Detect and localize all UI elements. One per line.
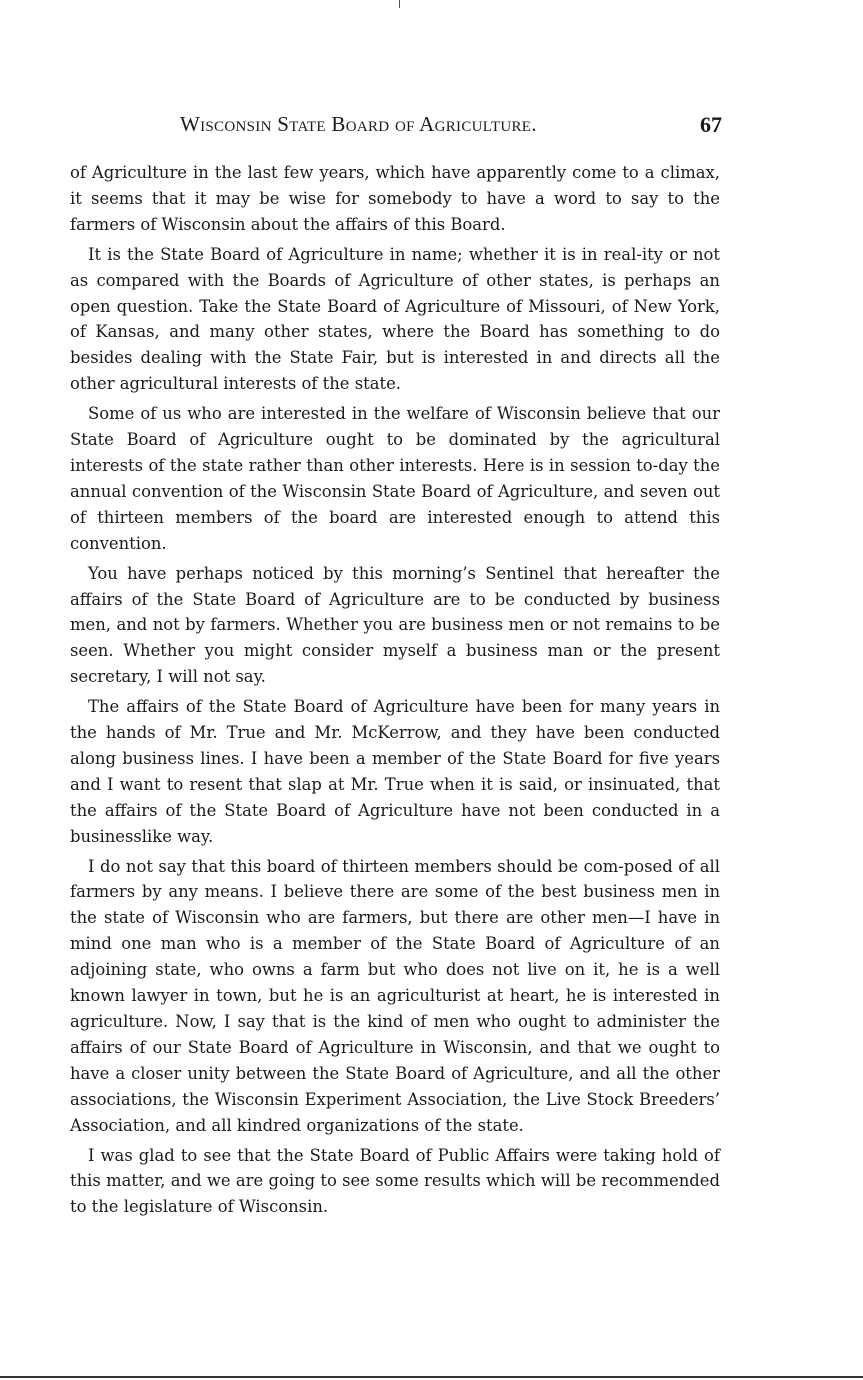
paragraph: of Agriculture in the last few years, which have apparently come to a climax, it seems that it may be wise for somebody to have a word to say to the farmers of Wisconsin about the affairs of this Board. xyxy=(70,163,720,234)
body-text xyxy=(70,160,720,1224)
scan-mark xyxy=(399,0,400,8)
paragraph: I was glad to see that the State Board of Public Affairs were taking hold of this matter, and we are going to see some results which will be recommended to the legislature of Wisconsin. xyxy=(70,1145,720,1217)
page-header xyxy=(70,112,722,140)
paragraph: I do not say that this board of thirteen members should be com-posed of all farmers by any means. I believe there are some of the best business men in the state of Wisconsin who are farmers, but there are other men—I have in mind one man who is a member of the State Board of Agriculture of an adjoining state, who owns a farm but who does not live on it, he is a well known lawyer in town, but he is an agriculturist at heart, he is interested in agriculture. Now, I say that is the kind of men who ought to administer the affairs of our State Board of Agriculture in Wisconsin, and that we ought to have a closer unity between the State Board of Agriculture, and all the other associations, the Wisconsin Experiment Association, the Live Stock Breeders’ Association, and all kindred organizations of the state. xyxy=(70,856,720,1135)
page-number: 67 xyxy=(700,112,722,137)
paragraph: You have perhaps noticed by this morning’s Sentinel that hereafter the affairs of the State Board of Agriculture are to be conducted by business men, and not by farmers. Whether you are business men or not remains to be seen. Whether you might consider myself a business man or the present secretary, I will not say. xyxy=(70,563,720,687)
running-head: Wisconsin State Board of Agriculture. xyxy=(180,112,537,136)
paragraph: Some of us who are interested in the welfare of Wisconsin believe that our State Board of Agriculture ought to be dominated by the agricultural interests of the state rather than other interests. Here is in session to-day the annual convention of the Wisconsin State Board of Agriculture, and seven out of thirteen members of the board are interested enough to attend this convention. xyxy=(70,404,720,553)
paragraph: It is the State Board of Agriculture in name; whether it is in real-ity or not as compared with the Boards of Agriculture of other states, is perhaps an open question. Take the State Board of Agriculture of Missouri, of New York, of Kansas, and many other states, where the Board has something to do besides dealing with the State Fair, but is interested in and directs all the other agricultural interests of the state. xyxy=(70,244,720,394)
paragraph: The affairs of the State Board of Agriculture have been for many years in the hands of Mr. True and Mr. McKerrow, and they have been conducted along business lines. I have been a member of the State Board for five years and I want to resent that slap at Mr. True when it is said, or insinuated, that the affairs of the State Board of Agriculture have not been conducted in a businesslike way. xyxy=(70,697,720,846)
page-edge-rule xyxy=(0,1376,863,1378)
